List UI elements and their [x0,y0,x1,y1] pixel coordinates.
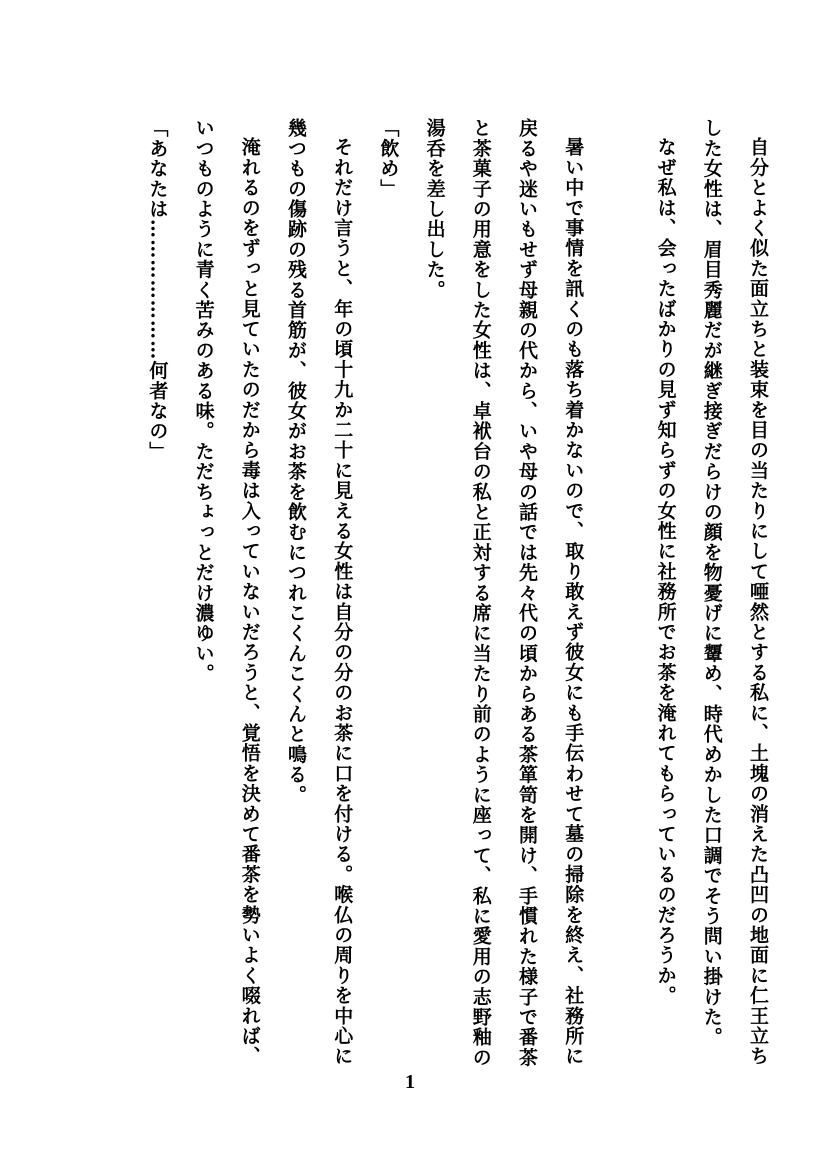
paragraph-1: 自分とよく似た面立ちと装束を目の当たりにして唖然とする私に、土塊の消えた凸凹の地面に仁王立ちした女性は、眉目秀麗だが継ぎ接ぎだらけの顔を物憂げに顰め、時代めかした口調でそう問い掛けた。 [700,118,769,1067]
paragraph-3: 暑い中で事情を訊くのも落ち着かないので、取り敢えず彼女にも手伝わせて墓の掃除を終え、社務所に戻るや迷いもせず母親の代から、いや母の話では先々代の頃からある茶箪笥を開け、手慣れた様子で番茶と茶菓子の用意をした女性は、卓袱台の私と正対する席に当たり前のように座って、私に愛用の志野釉の湯呑を差し出した。 [423,118,585,1068]
vertical-text-body [134,118,781,1078]
dialogue-line-2: 「あなたは…………………何者なの」 [146,118,169,462]
page-number: 1 [405,1071,415,1093]
paragraph-4: それだけ言うと、年の頃十九か二十に見える女性は自分の分のお茶に口を付ける。喉仏の周りを中心に幾つもの傷跡の残る首筋が、彼女がお茶を飲むにつれこくんこくんと鳴る。 [284,118,354,1067]
dialogue-line-1: 「飲め」 [377,118,400,199]
paragraph-5: 淹れるのをずっと見ていたのだから毒は入っていないだろうと、覚悟を決めて番茶を勢いよく啜れば、いつものように青く苦みのある味。ただちょっとだけ濃ゆい。 [192,118,261,1067]
paragraph-2: なぜ私は、会ったばかりの見ず知らずの女性に社務所でお茶を淹れてもらっているのだろうか。 [654,137,677,1006]
